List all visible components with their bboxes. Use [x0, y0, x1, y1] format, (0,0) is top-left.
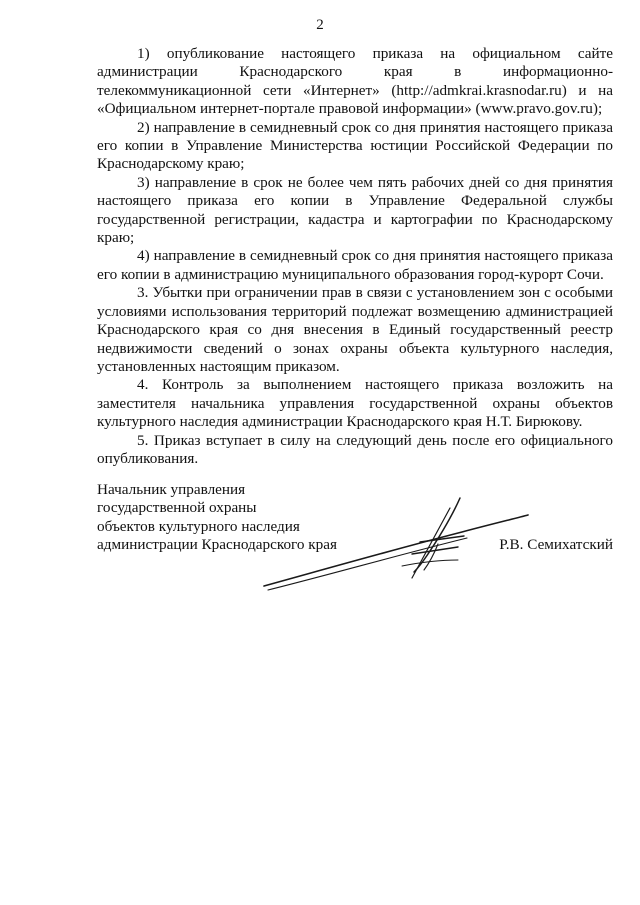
- signer-title-line: Начальник управления: [97, 481, 246, 498]
- document-body: [97, 45, 613, 468]
- paragraph-sochi-administration: 4) направление в семидневный срок со дня принятия настоящего приказа его копии в администрацию муниципального образования город-курорт Сочи.: [97, 247, 613, 283]
- signer-name: Р.В. Семихатский: [499, 536, 613, 553]
- paragraph-losses: 3. Убытки при ограничении прав в связи с установлением зон с особыми условиями использования территорий подлежат возмещению администрацией Краснодарского края со дня внесения в Единый государственный реестр недвижимости сведений о зонах охраны объекта культурного наследия, установленных настоящим приказом.: [97, 284, 613, 375]
- paragraph-entry-into-force: 5. Приказ вступает в силу на следующий день после его официального опубликования.: [97, 431, 613, 467]
- paragraph-publication: 1) опубликование настоящего приказа на официальном сайте администрации Краснодарского края в информационно-телекоммуникационной сети «Интернет» (http://admkrai.krasnodar.ru) и на «Официальном интернет-портале правовой информации» (www.pravo.gov.ru);: [97, 45, 613, 118]
- handwritten-signature: [262, 494, 532, 594]
- paragraph-control: 4. Контроль за выполнением настоящего приказа возложить на заместителя начальника управления государственной охраны объектов культурного наследия администрации Краснодарского края Н.Т. Бирюкову.: [97, 376, 613, 431]
- signer-title-line: администрации Краснодарского края: [97, 536, 337, 554]
- paragraph-registration-service: 3) направление в срок не более чем пять рабочих дней со дня принятия настоящего приказа его копии в Управление Федеральной службы государственной регистрации, кадастра и картографии по Краснодарскому краю;: [97, 173, 613, 247]
- paragraph-ministry-justice: 2) направление в семидневный срок со дня принятия настоящего приказа его копии в Управление Министерства юстиции Российской Федерации по Краснодарскому краю;: [97, 118, 613, 173]
- page-number: 2: [316, 17, 324, 33]
- signer-title-line: государственной охраны: [97, 499, 257, 517]
- signer-title-line: объектов культурного наследия: [97, 517, 300, 535]
